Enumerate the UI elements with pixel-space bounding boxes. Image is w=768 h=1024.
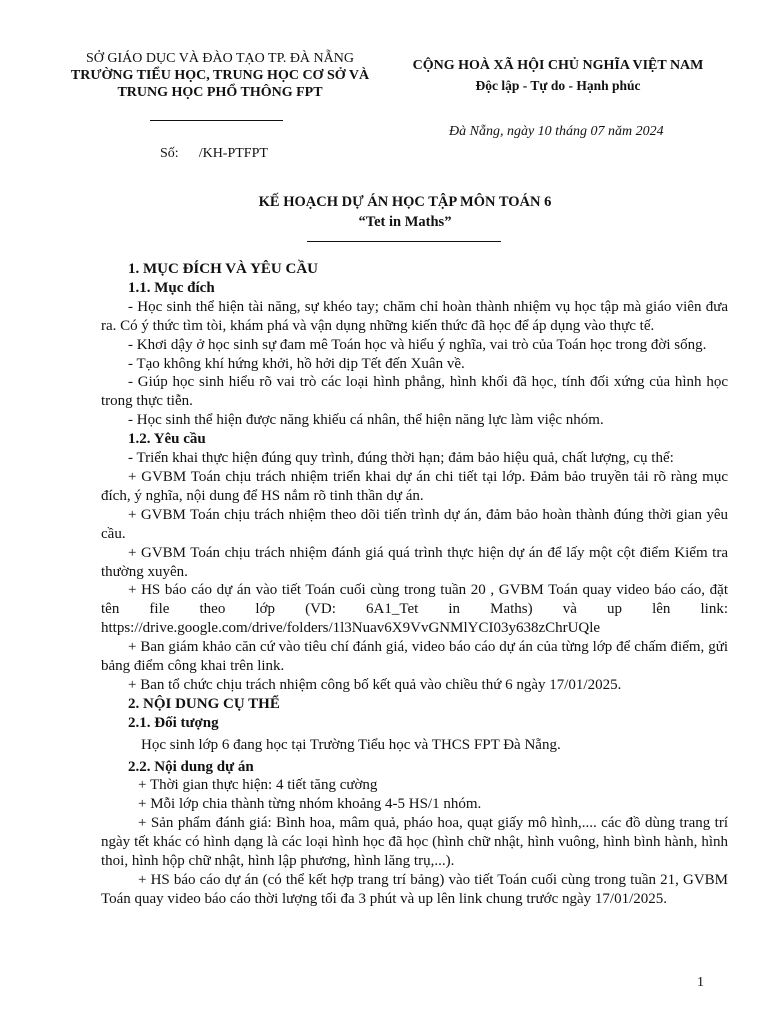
paragraph: + Ban giám khảo căn cứ vào tiêu chí đánh giá, video báo cáo dự án của từng lớp để chấm điểm, gửi bảng điểm công khai trên link. [101,639,728,675]
issuing-agency-block [40,50,400,101]
paragraph: + Sản phẩm đánh giá: Bình hoa, mâm quả, pháo hoa, quạt giấy mô hình,.... các đồ dùng trang trí ngày tết khác có hình dạng là các loại hình học đã học (hình chữ nhật, hình vuông, hình bình hành, hình thoi, hình hộp chữ nhật, hình lập phương, hình lăng trụ,...). [101,815,728,870]
document-number-value: /KH-PTFPT [198,146,268,161]
document-title: KẾ HOẠCH DỰ ÁN HỌC TẬP MÔN TOÁN 6 [258,194,552,210]
paragraph: + GVBM Toán chịu trách nhiệm triển khai dự án chi tiết tại lớp. Đảm bảo truyền tải rõ ràng mục đích, ý nghĩa, nội dung để HS nắm rõ tinh thần dự án. [101,468,728,504]
subsection-heading: 1.2. Yêu cầu [128,431,206,448]
national-header-block [388,56,728,96]
paragraph: + Ban tổ chức chịu trách nhiệm công bố kết quả vào chiều thứ 6 ngày 17/01/2025. [128,676,622,693]
agency-line-1: SỞ GIÁO DỤC VÀ ĐÀO TẠO TP. ĐÀ NẴNG [86,51,354,66]
paragraph: - Học sinh thể hiện tài năng, sự khéo tay; chăm chỉ hoàn thành nhiệm vụ học tập mà giáo viên đưa ra. Có ý thức tìm tòi, khám phá và vận dụng những kiến thức đã học để áp dụng vào thực tế. [101,298,728,334]
agency-underline [150,120,283,121]
paragraph: + HS báo cáo dự án vào tiết Toán cuối cùng trong tuần 20 , GVBM Toán quay video báo cáo, đặt tên file theo lớp (VD: 6A1_Tet in Maths) và up lên link: https://drive.google.com/drive/folders/1l3Nuav6X9VvGNMlYCI03y638zChrUQle [101,582,728,637]
page-number: 1 [697,975,704,990]
subsection-heading: 2.2. Nội dung dự án [128,758,254,775]
country-name: CỘNG HOÀ XÃ HỘI CHỦ NGHĨA VIỆT NAM [412,58,704,73]
paragraph: + Mỗi lớp chia thành từng nhóm khoảng 4-5 HS/1 nhóm. [138,796,482,813]
national-motto: Độc lập - Tự do - Hạnh phúc [475,78,641,93]
section-heading: 1. MỤC ĐÍCH VÀ YÊU CẦU [128,261,318,277]
paragraph: + Thời gian thực hiện: 4 tiết tăng cường [138,777,378,794]
paragraph: + GVBM Toán chịu trách nhiệm đánh giá quá trình thực hiện dự án để lấy một cột điểm Kiểm tra thường xuyên. [101,544,728,580]
date-line: Đà Nẵng, ngày 10 tháng 07 năm 2024 [449,124,664,139]
agency-line-2: TRƯỜNG TIỂU HỌC, TRUNG HỌC CƠ SỞ VÀ [70,68,370,83]
document-body [101,260,728,909]
document-subtitle: “Tet in Maths” [358,214,452,230]
paragraph: - Khơi dậy ở học sinh sự đam mê Toán học và hiểu ý nghĩa, vai trò của Toán học trong đời sống. [128,336,707,353]
paragraph: - Giúp học sinh hiểu rõ vai trò các loại hình phẳng, hình khối đã học, tính đối xứng của hình học trong thực tiễn. [101,374,728,410]
paragraph: - Triển khai thực hiện đúng quy trình, đúng thời hạn; đảm bảo hiệu quả, chất lượng, cụ thể: [128,450,674,467]
paragraph: - Học sinh thể hiện được năng khiếu cá nhân, thể hiện năng lực làm việc nhóm. [128,412,604,429]
agency-line-3: TRUNG HỌC PHỔ THÔNG FPT [117,85,323,100]
document-number-label: Số: [160,146,179,161]
subsection-heading: 1.1. Mục đích [128,279,215,296]
subsection-heading: 2.1. Đối tượng [128,714,219,731]
document-number [160,146,268,162]
paragraph: Học sinh lớp 6 đang học tại Trường Tiểu học và THCS FPT Đà Nẵng. [141,736,561,753]
paragraph: - Tạo không khí hứng khởi, hồ hởi dịp Tết đến Xuân về. [128,355,465,372]
section-heading: 2. NỘI DUNG CỤ THỂ [128,695,280,712]
title-underline [307,241,501,242]
paragraph: + GVBM Toán chịu trách nhiệm theo dõi tiến trình dự án, đảm bảo hoàn thành đúng thời gian yêu cầu. [101,506,728,542]
paragraph: + HS báo cáo dự án (có thể kết hợp trang trí bảng) vào tiết Toán cuối cùng trong tuần 21, GVBM Toán quay video báo cáo thời lượng tối đa 3 phút và up lên link chung trước ngày 17/01/2025. [101,872,728,907]
